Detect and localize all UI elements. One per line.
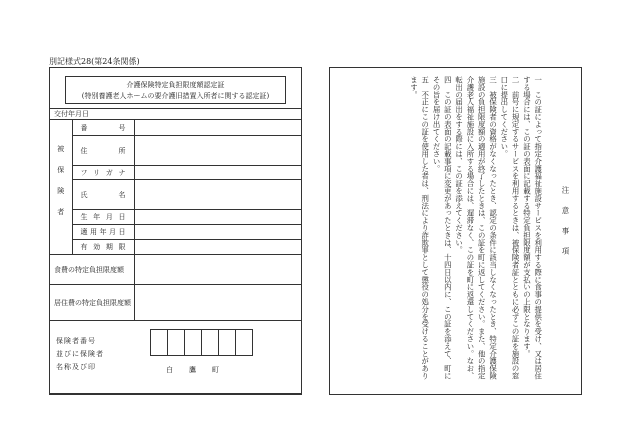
note-item-1: 一 この証によって指定介護福祉施設サービスを利用する際に食事の提供を受け、又は居住する場合には、この証の表面に記載する特定負担限度額が支払いの上限となります。: [522, 76, 543, 380]
insurer-digit-box: [235, 329, 253, 356]
note-item-3: 三 被保険者の資格がなくなったとき、認定の条件に該当しなくなったとき、特定介護保険施設の負担限度額の適用が終了したときは、この証を町に返してください。また、他の指定介護老人福祉施設に入所する場合には、遅滞なく、この証を町に返還してください。なお、転出の届出をする際には、この証を添えてください。: [454, 76, 498, 380]
number-value: [134, 120, 302, 136]
meal-cost-value: [134, 255, 302, 285]
note-item-2: 二 前号に規定するサービスを利用するときは、被保険者証とともに必ずこの証を施設の窓口に提出してください。: [499, 76, 521, 380]
valid-from-label: 適用年月日: [72, 225, 134, 240]
insurer-number-boxes: [150, 329, 252, 356]
certificate-back: [329, 67, 582, 395]
valid-until-value: [134, 240, 302, 255]
insurer-section: [50, 321, 302, 394]
insured-person-label: 被保険者: [50, 120, 72, 255]
certificate-title-main: 介護保険特定負担限度額認定証: [126, 81, 225, 89]
number-label: 番 号: [72, 120, 134, 136]
insurer-name: 白鷹町: [166, 366, 235, 374]
insurer-digit-box: [184, 329, 202, 356]
note-item-4: 四 この証の表面の記載事項に変更があったときは、十四日以内に、この証を添えて、町にその旨を届け出てください。: [432, 76, 453, 380]
insurer-digit-box: [167, 329, 185, 356]
certificate-table: [50, 108, 302, 394]
valid-until-label: 有効期限: [72, 240, 134, 255]
notes-section: [408, 76, 571, 386]
certificate-title: [65, 76, 286, 104]
address-value: [134, 136, 302, 166]
note-item-5: 五 不正にこの証を使用した者は、刑法により詐欺罪として懲役の処分を受けることがあります。: [409, 76, 430, 380]
furigana-label: フリガナ: [72, 166, 134, 180]
certificate-front: [49, 67, 302, 395]
insurer-digit-box: [150, 329, 168, 356]
notes-title: 注意事項: [561, 186, 570, 268]
name-label: 氏 名: [72, 180, 134, 210]
furigana-value: [134, 166, 302, 180]
birth-date-value: [134, 210, 302, 225]
valid-from-value: [134, 225, 302, 240]
residence-cost-value: [134, 285, 302, 321]
address-label: 住 所: [72, 136, 134, 166]
certificate-title-sub: (特別養護老人ホームの要介護旧措置入所者に関する認定証): [81, 92, 270, 100]
meal-cost-label: 食費の特定負担限度額: [50, 255, 134, 285]
name-value: [134, 180, 302, 210]
insurer-digit-box: [201, 329, 219, 356]
form-number-label: 別記様式28(第24条関係): [49, 57, 140, 66]
birth-date-label: 生年月日: [72, 210, 134, 225]
insurer-digit-box: [218, 329, 236, 356]
issue-date-field: 交付年月日: [50, 109, 302, 120]
residence-cost-label: 居住費の特定負担限度額: [50, 285, 134, 321]
insurer-label: 保険者番号 並びに保険者 名称及び印: [56, 337, 104, 371]
